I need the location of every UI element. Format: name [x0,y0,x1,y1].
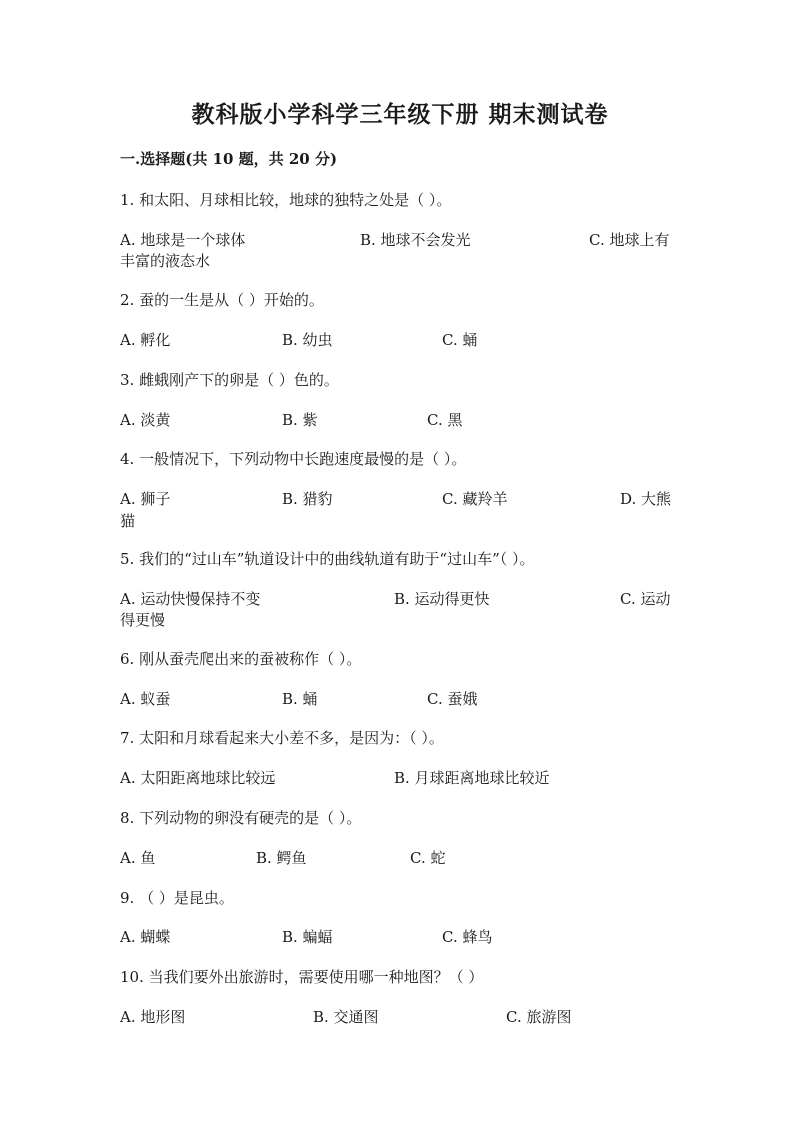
question-8-stem: 8. 下列动物的卵没有硬壳的是（ ）。 [120,809,362,827]
question-9-option-a: A. 蝴蝶 [120,928,171,946]
question-7-option-a: A. 太阳距离地球比较远 [120,769,276,787]
question-2-option-a: A. 孵化 [120,331,171,349]
question-2-option-b: B. 幼虫 [282,331,333,349]
question-1-option-c: C. 地球上有 [589,231,670,249]
question-9-option-c: C. 蜂鸟 [442,928,493,946]
question-3-option-a: A. 淡黄 [120,411,171,429]
question-5-option-a: A. 运动快慢保持不变 [120,590,261,608]
question-2-stem: 2. 蚕的一生是从（ ）开始的。 [120,291,324,309]
question-6-stem: 6. 刚从蚕壳爬出来的蚕被称作（ ）。 [120,650,362,668]
question-6-option-a: A. 蚁蚕 [120,690,171,708]
question-4-option-a: A. 狮子 [120,490,171,508]
section-heading: 一.选择题(共 10 题，共 20 分) [120,150,338,168]
question-10-option-b: B. 交通图 [313,1008,379,1026]
question-9-stem: 9. （ ）是昆虫。 [120,889,234,907]
question-4-option-c: C. 藏羚羊 [442,490,508,508]
question-1-stem: 1. 和太阳、月球相比较，地球的独特之处是（ ）。 [120,191,452,209]
question-5-option-b: B. 运动得更快 [394,590,490,608]
exam-title: 教科版小学科学三年级下册 期末测试卷 [191,101,609,128]
question-1-option-a: A. 地球是一个球体 [120,231,246,249]
question-3-stem: 3. 雌蛾刚产下的卵是（ ）色的。 [120,371,339,389]
question-10-option-a: A. 地形图 [120,1008,186,1026]
question-8-option-a: A. 鱼 [120,849,156,867]
question-8-option-c: C. 蛇 [410,849,446,867]
question-10-stem: 10. 当我们要外出旅游时，需要使用哪一种地图？（ ） [120,968,484,986]
question-4-option-d-wrap: 猫 [120,512,136,530]
question-6-option-c: C. 蚕娥 [427,690,478,708]
question-8-option-b: B. 鳄鱼 [256,849,307,867]
question-10-option-c: C. 旅游图 [506,1008,572,1026]
question-4-option-d: D. 大熊 [620,490,672,508]
question-3-option-b: B. 紫 [282,411,318,429]
question-7-stem: 7. 太阳和月球看起来大小差不多，是因为：（ ）。 [120,729,444,747]
question-1-option-b: B. 地球不会发光 [360,231,471,249]
question-4-stem: 4. 一般情况下，下列动物中长跑速度最慢的是（ ）。 [120,450,467,468]
question-9-option-b: B. 蝙蝠 [282,928,333,946]
question-1-option-c-wrap: 丰富的液态水 [120,252,211,270]
question-5-option-c-wrap: 得更慢 [120,611,166,629]
question-7-option-b: B. 月球距离地球比较近 [394,769,550,787]
question-6-option-b: B. 蛹 [282,690,318,708]
question-5-option-c: C. 运动 [620,590,671,608]
question-2-option-c: C. 蛹 [442,331,478,349]
question-4-option-b: B. 猎豹 [282,490,333,508]
question-5-stem: 5. 我们的“过山车”轨道设计中的曲线轨道有助于“过山车”（ ）。 [120,550,535,568]
question-3-option-c: C. 黑 [427,411,463,429]
